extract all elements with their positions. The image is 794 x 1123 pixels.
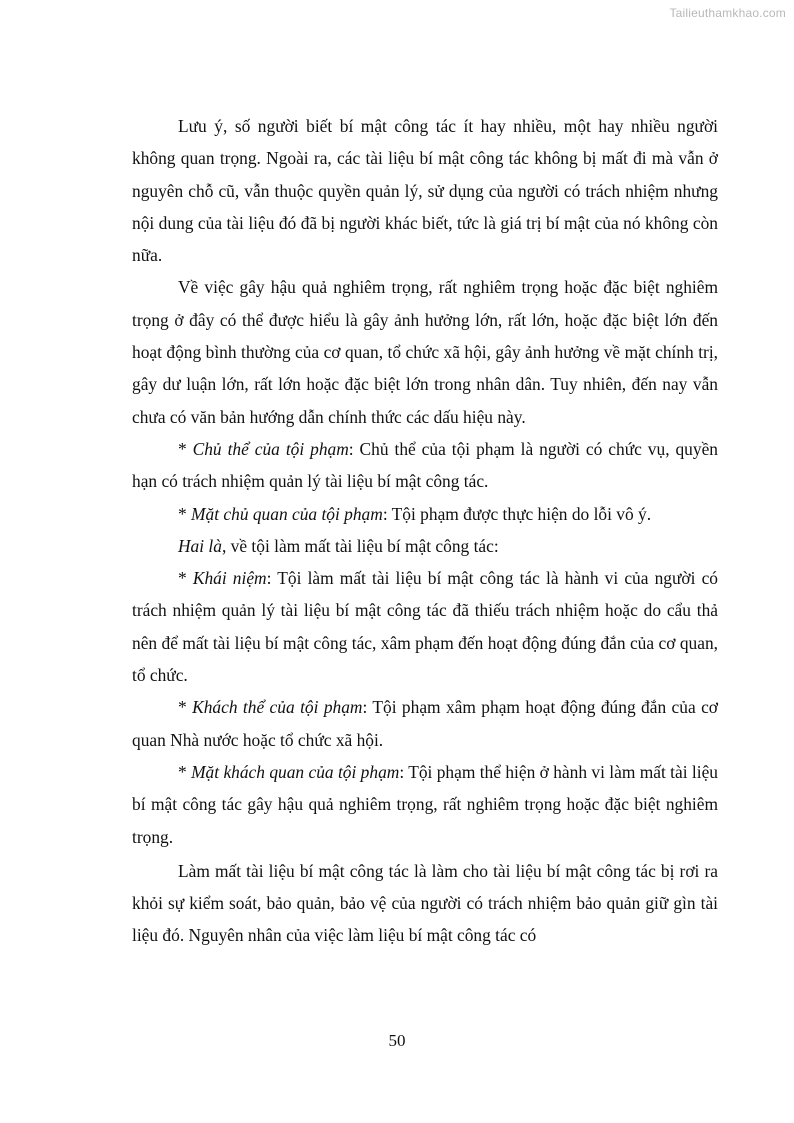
paragraph-1 bbox=[132, 110, 718, 271]
paragraph-5 bbox=[132, 530, 718, 562]
page-body bbox=[132, 110, 718, 952]
bullet-prefix: * bbox=[178, 438, 193, 459]
paragraph-6 bbox=[132, 562, 718, 691]
paragraph-2 bbox=[132, 271, 718, 432]
paragraph-3 bbox=[132, 433, 718, 498]
italic-lead: Hai là bbox=[178, 535, 222, 556]
paragraph-text: Làm mất tài liệu bí mật công tác là làm cho tài liệu bí mật công tác bị rơi ra khỏi sự kiểm soát, bảo quản, bảo vệ của người có trách nhiệm bảo quản giữ gìn tài liệu đó. Nguyên nhân của việc làm liệu bí mật công tác có bbox=[132, 860, 718, 946]
page-number: 50 bbox=[388, 1031, 406, 1050]
paragraph-text: Về việc gây hậu quả nghiêm trọng, rất nghiêm trọng hoặc đặc biệt nghiêm trọng ở đây có thể được hiểu là gây ảnh hưởng lớn, rất lớn, hoặc đặc biệt lớn đến hoạt động bình thường của cơ quan, tổ chức xã hội, gây ảnh hưởng về mặt chính trị, gây dư luận lớn, rất lớn hoặc đặc biệt lớn trong nhân dân. Tuy nhiên, đến nay vẫn chưa có văn bản hướng dẫn chính thức các dấu hiệu này. bbox=[132, 277, 718, 427]
paragraph-7 bbox=[132, 691, 718, 756]
paragraph-8 bbox=[132, 756, 718, 853]
italic-lead: Chủ thể của tội phạm bbox=[192, 438, 349, 459]
paragraph-9 bbox=[132, 855, 718, 952]
bullet-prefix: * bbox=[178, 503, 192, 524]
paragraph-text: : Tội làm mất tài liệu bí mật công tác là hành vi của người có trách nhiệm quản lý tài liệu bí mật công tác đã thiếu trách nhiệm hoặc do cẩu thả nên để mất tài liệu bí mật công tác, xâm phạm đến hoạt động đúng đắn của cơ quan, tổ chức. bbox=[132, 568, 718, 686]
bullet-prefix: * bbox=[178, 697, 193, 718]
italic-lead: Khái niệm bbox=[192, 568, 267, 589]
italic-lead: Khách thể của tội phạm bbox=[192, 697, 363, 718]
paragraph-text: : Tội phạm thể hiện ở hành vi làm mất tài liệu bí mật công tác gây hậu quả nghiêm trọng, rất nghiêm trọng hoặc đặc biệt nghiêm trọng. bbox=[132, 761, 718, 847]
paragraph-text: : Tội phạm được thực hiện do lỗi vô ý. bbox=[382, 503, 652, 524]
bullet-prefix: * bbox=[178, 568, 193, 589]
paragraph-text: , về tội làm mất tài liệu bí mật công tác: bbox=[221, 535, 499, 556]
paragraph-text: Lưu ý, số người biết bí mật công tác ít hay nhiều, một hay nhiều người không quan trọng. Ngoài ra, các tài liệu bí mật công tác không bị mất đi mà vẫn ở nguyên chỗ cũ, vẫn thuộc quyền quản lý, sử dụng của người có trách nhiệm nhưng nội dung của tài liệu đó đã bị người khác biết, tức là giá trị bí mật của nó không còn nữa. bbox=[132, 116, 718, 266]
paragraph-text: : Tội phạm xâm phạm hoạt động đúng đắn của cơ quan Nhà nước hoặc tổ chức xã hội. bbox=[132, 697, 718, 750]
bullet-prefix: * bbox=[178, 761, 192, 782]
paragraph-4 bbox=[132, 498, 718, 530]
watermark-text: Tailieuthamkhao.com bbox=[669, 6, 786, 20]
italic-lead: Mặt khách quan của tội phạm bbox=[191, 761, 400, 782]
paragraph-text: : Chủ thể của tội phạm là người có chức vụ, quyền hạn có trách nhiệm quản lý tài liệu bí mật công tác. bbox=[132, 438, 718, 492]
italic-lead: Mặt chủ quan của tội phạm bbox=[191, 503, 383, 524]
